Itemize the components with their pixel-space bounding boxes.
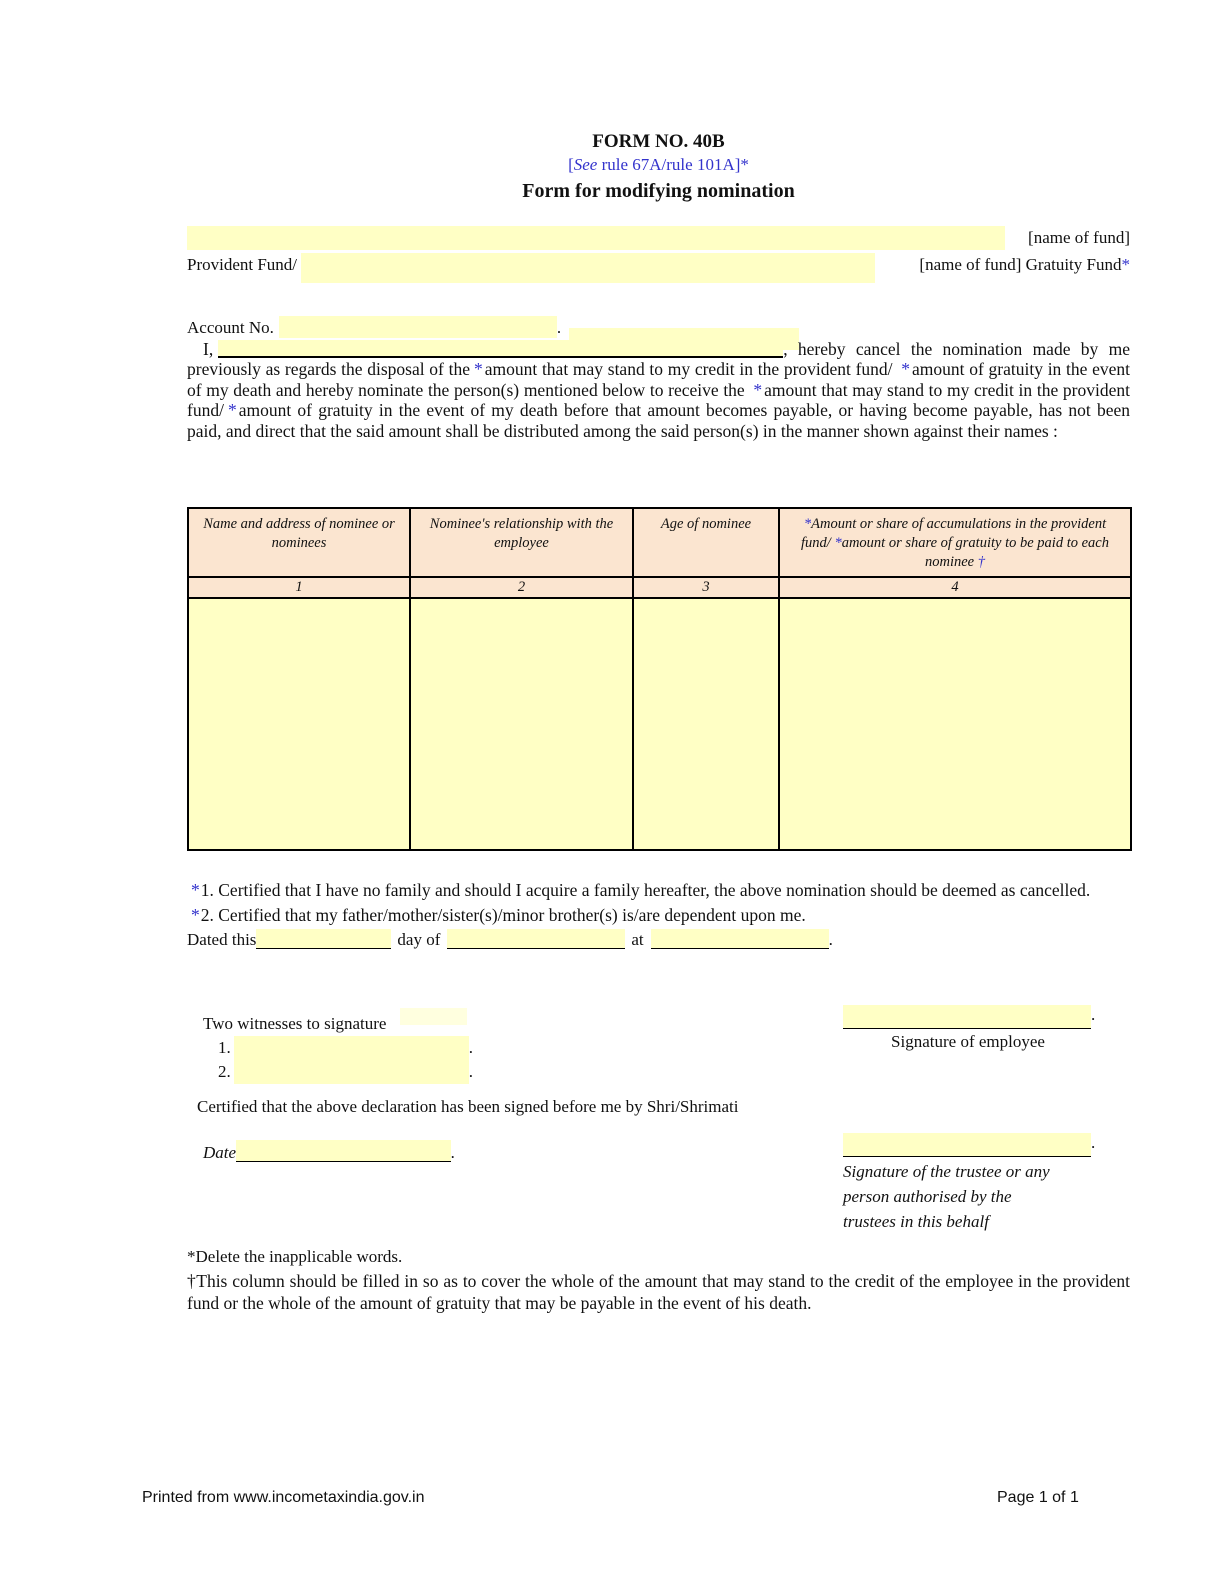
nominee-table [187, 507, 1132, 851]
witness-1-field[interactable] [234, 1036, 469, 1060]
account-number-line [187, 316, 1130, 340]
table-header-amount-text-b: amount or share of gratuity to be paid to each nominee [841, 535, 1109, 570]
nominee-amount-cell[interactable] [779, 598, 1131, 850]
dated-line [187, 927, 1130, 953]
asterisk: * [753, 379, 763, 400]
trustee-caption-line2: person authorised by the [843, 1187, 1012, 1206]
trustee-caption-line1: Signature of the trustee or any [843, 1162, 1050, 1181]
table-header-amount-text-a: Amount or share of accumulations in the provident fund/ [801, 516, 1107, 551]
witness-item-1 [218, 1036, 473, 1060]
witness-item-2 [218, 1060, 473, 1084]
dated-place-field[interactable] [651, 929, 829, 949]
asterisk: * [834, 535, 842, 551]
trustee-signature-line [843, 1133, 1130, 1157]
fund-name-field[interactable] [187, 226, 1005, 250]
at-label: at [631, 930, 644, 949]
day-of-label: day of [397, 930, 441, 949]
declaration-text-e: amount of gratuity in the event of my death before that amount becomes payable, or having become payable, has not been paid, and direct that the said amount shall be distributed among the said person(s) in the manner shown against their names : [187, 400, 1130, 441]
table-header-name-address: Name and address of nominee or nominees [188, 508, 410, 577]
fund-name-line1 [187, 226, 1130, 250]
asterisk: * [901, 359, 911, 380]
nominee-relationship-cell[interactable] [410, 598, 633, 850]
table-header-relationship: Nominee's relationship with the employee [410, 508, 633, 577]
rule-ref-rest: rule 67A/rule 101A]* [597, 155, 749, 174]
asterisk: * [227, 400, 237, 421]
trustee-signature-period: . [1091, 1133, 1096, 1152]
dated-this-label: Dated this [187, 930, 257, 949]
date-line [203, 1140, 455, 1163]
form-number: FORM NO. 40B [592, 131, 725, 152]
footer-printed-from: Printed from www.incometaxindia.gov.in [142, 1489, 425, 1506]
footer-page-number: Page 1 of 1 [997, 1489, 1079, 1506]
date-label: Date [203, 1143, 237, 1162]
employee-signature-period: . [1091, 1005, 1096, 1024]
rule-ref-see: See [573, 155, 598, 174]
declaration-text-b: amount that may stand to my credit in the provident fund/ [484, 359, 893, 380]
trustee-caption-line3: trustees in this behalf [843, 1212, 989, 1231]
footnote-column-instruction: †This column should be filled in so as to cover the whole of the amount that may stand to the credit of the employee in the provident fund or the whole of the amount of gratuity that may be payable in the event of his death. [187, 1271, 1130, 1313]
gratuity-fund-name-field[interactable] [301, 253, 875, 283]
rule-reference [187, 153, 1130, 176]
table-header-age: Age of nominee [633, 508, 779, 577]
dated-month-field[interactable] [447, 929, 625, 949]
certification-2-text: 2. Certified that my father/mother/sister(s)/minor brother(s) is/are dependent upon me. [200, 905, 806, 925]
declaration-text-c: amount of gratuity in the event of my death and hereby nominate the person(s) mentioned below to receive the [187, 359, 1131, 400]
account-number-label: Account No. [187, 318, 274, 337]
rule-ref-open: [ [568, 155, 574, 174]
table-header-amount [779, 508, 1131, 577]
witness-1-period: . [468, 1038, 473, 1057]
certification-2 [187, 904, 1130, 926]
witness-signature-section [187, 1003, 1130, 1093]
trustee-signature-block [843, 1133, 1130, 1234]
provident-fund-label: Provident Fund/ [187, 255, 298, 274]
fund-name-line2 [187, 253, 1130, 283]
column-number-3: 3 [633, 577, 779, 598]
gratuity-fund-label [875, 253, 1130, 277]
nominee-age-cell[interactable] [633, 598, 779, 850]
date-trustee-section [187, 1130, 1130, 1240]
account-number-field[interactable] [279, 316, 557, 338]
witness-2-field[interactable] [234, 1060, 469, 1084]
witnesses-heading: Two witnesses to signature [203, 1014, 387, 1033]
certification-1 [187, 879, 1130, 901]
table-column-number-row [188, 577, 1131, 598]
account-period: . [556, 318, 562, 337]
declaration-text-d: amount that may stand to my credit in the provident fund/ [187, 379, 1130, 421]
declaration-paragraph [187, 339, 1130, 441]
footnotes-section [187, 1246, 1130, 1314]
gratuity-fund-label-text: [name of fund] Gratuity Fund [919, 255, 1122, 274]
form-title: Form for modifying nomination [522, 180, 795, 202]
table-entry-row [188, 598, 1131, 850]
asterisk: * [1121, 255, 1130, 274]
witness-2-period: . [468, 1062, 473, 1081]
highlight-patch [400, 1008, 467, 1025]
employee-signature-caption: Signature of employee [891, 1032, 1045, 1051]
table-header-row [188, 508, 1131, 577]
certification-1-text: 1. Certified that I have no family and should I acquire a family hereafter, the above nomination should be deemed as cancelled. [200, 880, 1091, 900]
asterisk: * [803, 516, 812, 532]
employee-signature-block [843, 1005, 1130, 1053]
nominee-name-address-cell[interactable] [188, 598, 410, 850]
witness-1-number: 1. [218, 1038, 231, 1057]
asterisk: * [473, 359, 483, 380]
asterisk: * [191, 905, 200, 925]
employee-signature-field[interactable] [843, 1005, 1091, 1029]
dated-day-field[interactable] [256, 929, 391, 949]
witness-2-number: 2. [218, 1062, 231, 1081]
date-period: . [451, 1143, 456, 1162]
certification-section [187, 879, 1130, 953]
asterisk: * [191, 880, 200, 900]
fund-name-section [187, 226, 1130, 283]
date-field[interactable] [236, 1140, 451, 1162]
column-number-1: 1 [188, 577, 410, 598]
declarant-name-field[interactable] [218, 340, 783, 358]
witness-list [218, 1036, 473, 1084]
declaration-text-a: , hereby cancel the nomination made by me previously as regards the disposal of the [187, 339, 1130, 380]
form-header [187, 130, 1130, 204]
trustee-signature-caption [843, 1159, 1130, 1234]
dagger-icon: † [977, 554, 985, 570]
i-label: I, [203, 339, 214, 359]
column-number-2: 2 [410, 577, 633, 598]
employee-signature-line [843, 1005, 1130, 1029]
footnote-delete-words: *Delete the inapplicable words. [187, 1247, 403, 1266]
column-number-4: 4 [779, 577, 1131, 598]
trustee-signature-field[interactable] [843, 1133, 1091, 1157]
dated-period: . [828, 930, 833, 949]
fund-name-label: [name of fund] [1028, 228, 1130, 247]
certified-before-line: Certified that the above declaration has been signed before me by Shri/Shrimati [197, 1097, 739, 1116]
